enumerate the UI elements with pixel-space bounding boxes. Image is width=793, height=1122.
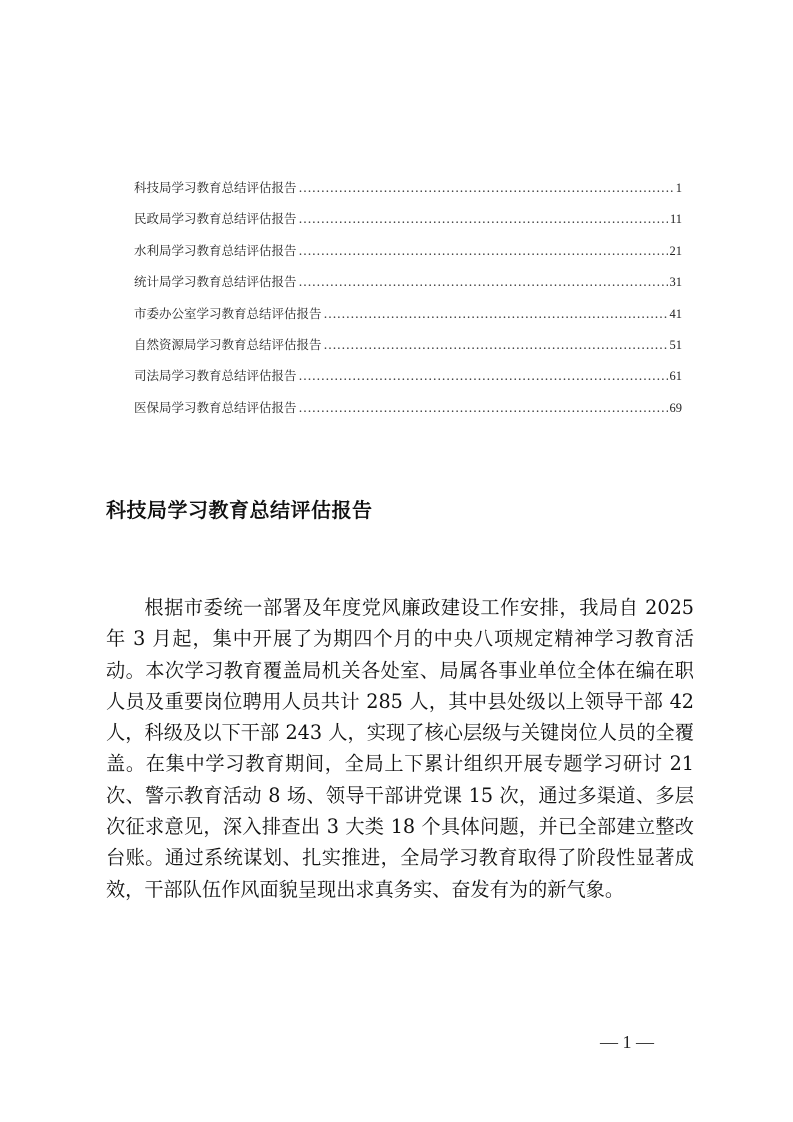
toc-entry[interactable] bbox=[134, 398, 682, 429]
toc-leader-dots bbox=[324, 306, 668, 321]
toc-entry-title: 司法局学习教育总结评估报告 bbox=[134, 368, 297, 384]
toc-entry-title: 民政局学习教育总结评估报告 bbox=[134, 211, 297, 227]
toc-entry-page: 21 bbox=[669, 243, 682, 258]
toc-leader-dots bbox=[324, 337, 668, 352]
toc-entry[interactable] bbox=[134, 209, 682, 240]
toc-leader-dots bbox=[299, 368, 668, 383]
table-of-contents bbox=[134, 178, 682, 429]
toc-leader-dots bbox=[299, 274, 668, 289]
toc-entry-title: 医保局学习教育总结评估报告 bbox=[134, 399, 297, 415]
toc-entry-title: 科技局学习教育总结评估报告 bbox=[134, 180, 297, 195]
toc-entry[interactable] bbox=[134, 241, 682, 272]
toc-entry-title: 水利局学习教育总结评估报告 bbox=[134, 242, 297, 258]
toc-entry[interactable] bbox=[134, 272, 682, 303]
toc-entry-title: 市委办公室学习教育总结评估报告 bbox=[134, 305, 322, 321]
toc-entry-page: 1 bbox=[675, 181, 682, 195]
toc-entry[interactable] bbox=[134, 304, 682, 335]
toc-leader-dots bbox=[299, 400, 668, 415]
toc-entry-page: 51 bbox=[669, 337, 682, 352]
toc-entry-page: 31 bbox=[669, 275, 682, 290]
toc-entry-page: 61 bbox=[669, 369, 682, 384]
toc-entry-title: 统计局学习教育总结评估报告 bbox=[134, 274, 297, 290]
toc-entry[interactable] bbox=[134, 366, 682, 397]
body-paragraph: 根据市委统一部署及年度党风廉政建设工作安排，我局自 2025 年 3 月起，集中开展了为期四个月的中央八项规定精神学习教育活动。本次学习教育覆盖局机关各处室、局属各事业单位全体在编在职人员及重要岗位聘用人员共计 285 人，其中县处级以上领导干部 42 人，科级及以下干部 243 人，实现了核心层级与关键岗位人员的全覆盖。在集中学习教育期间，全局上下累计组织开展专题学习研讨 21 次、警示教育活动 8 场、领导干部讲党课 15 次，通过多渠道、多层次征求意见，深入排查出 3 大类 18 个具体问题，并已全部建立整改台账。通过系统谋划、扎实推进，全局学习教育取得了阶段性显著成效，干部队伍作风面貌呈现出求真务实、奋发有为的新气象。 bbox=[106, 596, 694, 901]
toc-entry-title: 自然资源局学习教育总结评估报告 bbox=[134, 336, 322, 352]
page-number: — 1 — bbox=[600, 1032, 654, 1052]
toc-entry-page: 41 bbox=[669, 306, 682, 321]
toc-entry-page: 11 bbox=[669, 212, 682, 227]
toc-leader-dots bbox=[299, 243, 668, 258]
section-heading: 科技局学习教育总结评估报告 bbox=[106, 498, 373, 522]
toc-entry-page: 69 bbox=[669, 400, 682, 415]
toc-entry[interactable] bbox=[134, 178, 682, 209]
toc-leader-dots bbox=[299, 211, 668, 226]
toc-leader-dots bbox=[299, 180, 674, 195]
toc-entry[interactable] bbox=[134, 335, 682, 366]
